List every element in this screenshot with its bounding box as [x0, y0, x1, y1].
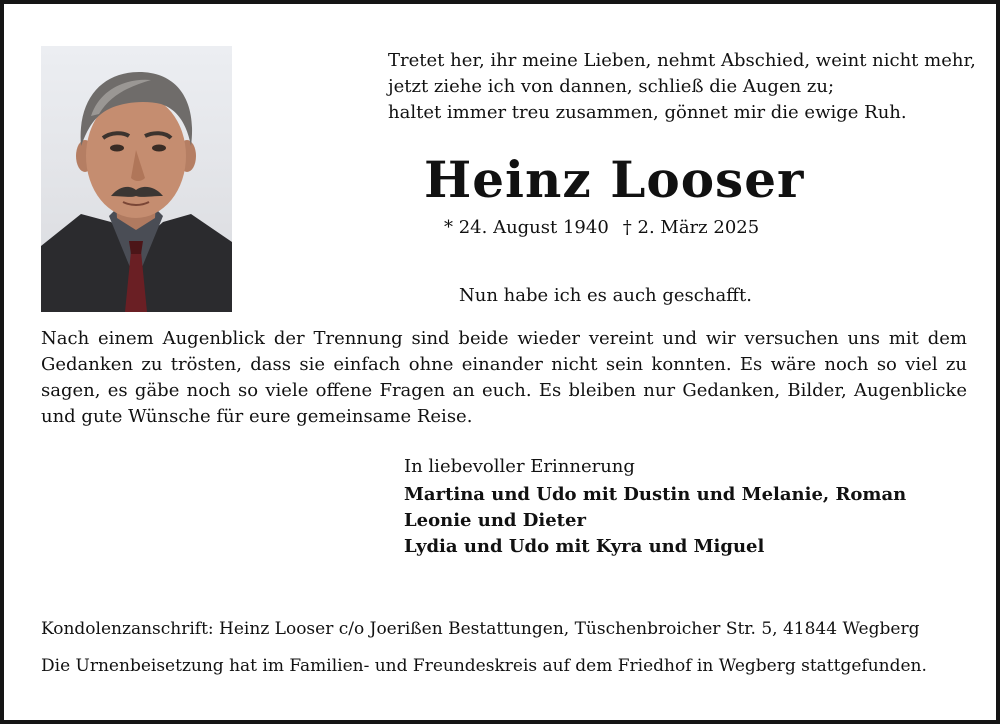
family-line: Lydia und Udo mit Kyra und Miguel — [404, 536, 765, 557]
burial-note: Die Urnenbeisetzung hat im Familien- und Freundeskreis auf dem Friedhof in Wegberg stattgefunden. — [41, 656, 927, 676]
portrait-illustration — [41, 46, 232, 312]
death-date: † 2. März 2025 — [622, 217, 760, 238]
family-line: Martina und Udo mit Dustin und Melanie, Roman — [404, 484, 907, 505]
condolence-address: Kondolenzanschrift: Heinz Looser c/o Joerißen Bestattungen, Tüschenbroicher Str. 5, 41844 Wegberg — [41, 619, 920, 639]
poem-line: Tretet her, ihr meine Lieben, nehmt Abschied, weint nicht mehr, — [388, 50, 976, 71]
family-list — [404, 482, 906, 560]
farewell-poem — [388, 48, 978, 126]
poem-line: haltet immer treu zusammen, gönnet mir die ewige Ruh. — [388, 102, 907, 123]
birth-date: * 24. August 1940 — [444, 217, 609, 238]
deceased-name: Heinz Looser — [424, 150, 805, 209]
quote-line: Nun habe ich es auch geschafft. — [459, 285, 752, 306]
family-line: Leonie und Dieter — [404, 510, 586, 531]
portrait-photo — [41, 46, 232, 312]
signature-intro: In liebevoller Erinnerung — [404, 456, 635, 477]
life-dates — [444, 217, 759, 238]
poem-line: jetzt ziehe ich von dannen, schließ die Augen zu; — [388, 76, 835, 97]
memorial-message: Nach einem Augenblick der Trennung sind beide wieder vereint und wir versuchen uns mit dem Gedanken zu trösten, dass sie einfach ohne einander nicht sein konnten. Es wäre noch so viel zu sagen, es gäbe noch so viele offene Fragen an euch. Es bleiben nur Gedanken, Bilder, Augenblicke und gute Wünsche für eure gemeinsame Reise. — [41, 328, 967, 427]
